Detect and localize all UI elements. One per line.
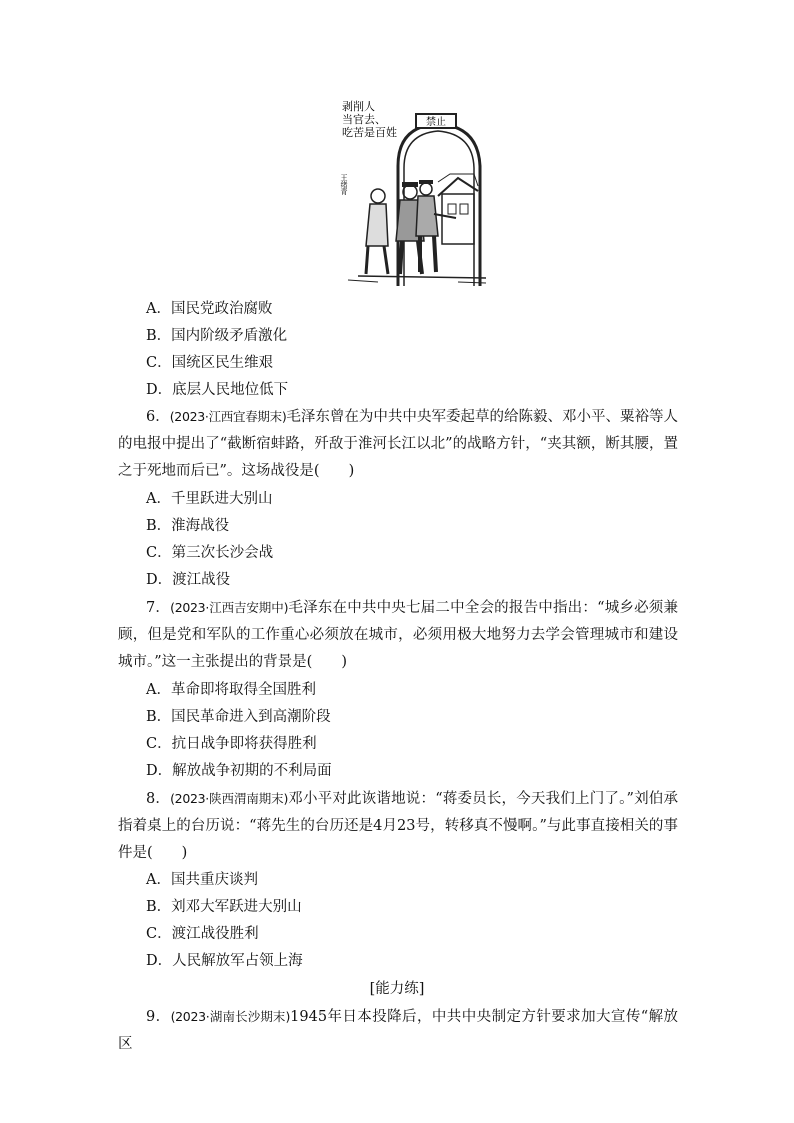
question-text: 毛泽东在中共中央七届二中全会的报告中指出：“城乡必须兼顾，但是党和军队的工作重心必须放在城市，必须用极大地努力去学会管理城市和建设城市。”这一主张提出的背景是( ) bbox=[118, 600, 679, 671]
question-source: (2023·江西宜春期末) bbox=[169, 409, 287, 424]
cartoon-caption-line: 剥削人 bbox=[342, 100, 375, 113]
question-text: 1945年日本投降后，中共中央制定方针要求加大宣传“解放区 bbox=[118, 1009, 678, 1053]
q6-option-b: B．淮海战役 bbox=[146, 518, 230, 534]
question-number: 6． bbox=[146, 409, 170, 425]
cartoon-illustration bbox=[338, 96, 488, 288]
question-6 bbox=[118, 403, 678, 486]
question-number: 8． bbox=[146, 791, 171, 807]
q5-option-a: A．国民党政治腐败 bbox=[146, 301, 273, 317]
question-number: 9． bbox=[146, 1009, 171, 1025]
question-number: 7． bbox=[146, 600, 171, 616]
question-source: (2023·江西吉安期中) bbox=[170, 600, 289, 615]
question-source: (2023·湖南长沙期末) bbox=[170, 1009, 291, 1024]
cartoon-signature: 王绪青 bbox=[340, 174, 348, 195]
q6-option-d: D．渡江战役 bbox=[146, 572, 231, 588]
question-text: 毛泽东曾在为中共中央军委起草的给陈毅、邓小平、粟裕等人的电报中提出了“截断宿蚌路，歼敌于淮河长江以北”的战略方针，“夹其额，断其腰，置之于死地而后已”。这场战役是( ) bbox=[118, 409, 678, 480]
cartoon-sign-text: 禁止 bbox=[426, 117, 446, 128]
q5-option-b: B．国内阶级矛盾激化 bbox=[146, 328, 288, 344]
q8-option-a: A．国共重庆谈判 bbox=[146, 872, 258, 888]
question-source: (2023·陕西渭南期末) bbox=[170, 791, 289, 806]
cartoon-caption-line: 吃苦是百姓 bbox=[342, 126, 397, 139]
q7-option-b: B．国民革命进入到高潮阶段 bbox=[146, 709, 331, 725]
q5-option-d: D．底层人民地位低下 bbox=[146, 382, 289, 398]
question-9 bbox=[118, 1003, 678, 1058]
q6-option-c: C．第三次长沙会战 bbox=[146, 545, 274, 561]
svg-text:剥削人当官去、吃苦是百姓 bbox=[342, 99, 397, 139]
q7-option-d: D．解放战争初期的不利局面 bbox=[146, 763, 332, 779]
q7-option-a: A．革命即将取得全国胜利 bbox=[146, 682, 316, 698]
section-heading: [能力练] bbox=[369, 981, 425, 997]
cartoon-caption-line: 当官去、 bbox=[342, 113, 386, 126]
q6-option-a: A．千里跃进大别山 bbox=[146, 491, 273, 507]
q5-option-c: C．国统区民生维艰 bbox=[146, 355, 274, 371]
question-text: 邓小平对此诙谐地说：“蒋委员长，今天我们上门了。”刘伯承指着桌上的台历说：“蒋先生的台历还是4月23号，转移真不慢啊。”与此事直接相关的事件是( ) bbox=[118, 791, 678, 862]
q8-option-d: D．人民解放军占领上海 bbox=[146, 953, 303, 969]
q8-option-c: C．渡江战役胜利 bbox=[146, 926, 259, 942]
q8-option-b: B．刘邓大军跃进大别山 bbox=[146, 899, 302, 915]
question-7 bbox=[118, 594, 678, 677]
question-8 bbox=[118, 785, 678, 868]
q7-option-c: C．抗日战争即将获得胜利 bbox=[146, 736, 317, 752]
